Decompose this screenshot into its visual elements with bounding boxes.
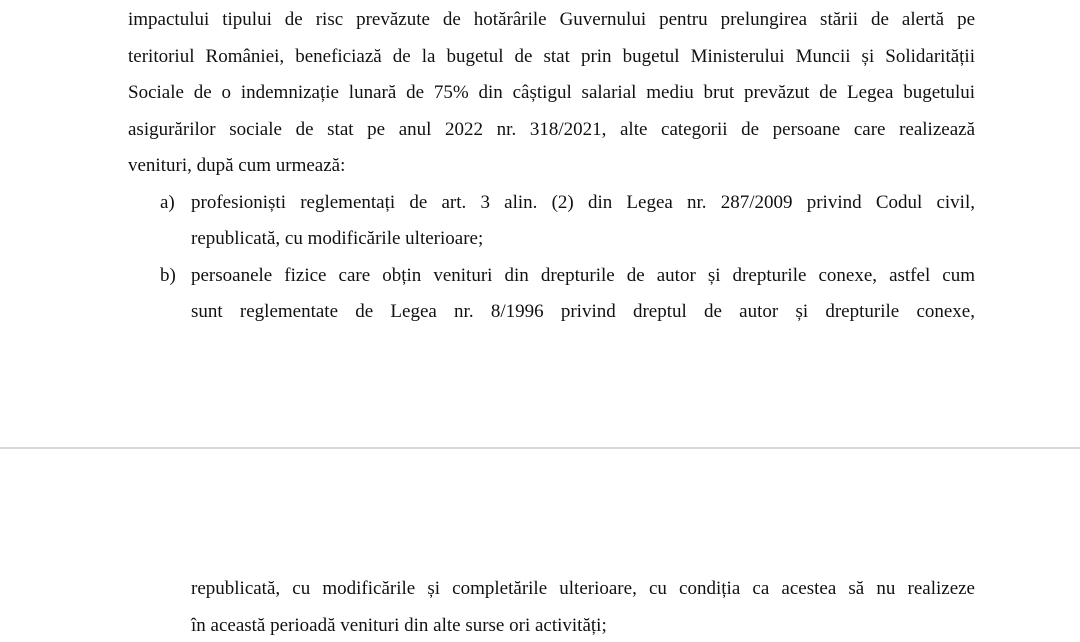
continuation-line-1: republicată, cu modificările și completările ulterioare, cu condiția ca acestea să nu realizeze	[191, 578, 975, 599]
list-marker-a: a)	[160, 192, 175, 213]
paragraph-line-2: teritoriul României, beneficiază de la bugetul de stat prin bugetul Ministerului Muncii și Solidarității	[128, 46, 975, 67]
list-item-a-line-1: profesioniști reglementați de art. 3 alin. (2) din Legea nr. 287/2009 privind Codul civil,	[191, 192, 975, 213]
paragraph-line-4: asigurărilor sociale de stat pe anul 2022 nr. 318/2021, alte categorii de persoane care realizează	[128, 119, 975, 140]
list-item-a-line-2: republicată, cu modificările ulterioare;	[191, 228, 484, 249]
paragraph-line-5: venituri, după cum urmează:	[128, 155, 346, 176]
list-marker-b: b)	[160, 265, 176, 286]
list-item-b-line-2: sunt reglementate de Legea nr. 8/1996 privind dreptul de autor și drepturile conexe,	[191, 301, 975, 322]
paragraph-line-3: Sociale de o indemnizație lunară de 75% din câștigul salarial mediu brut prevăzut de Legea bugetului	[128, 82, 975, 103]
paragraph-line-1: impactului tipului de risc prevăzute de hotărârile Guvernului pentru prelungirea stării de alertă pe	[128, 9, 975, 30]
continuation-line-2: în această perioadă venituri din alte surse ori activități;	[191, 615, 607, 636]
list-item-b-line-1: persoanele fizice care obțin venituri din drepturile de autor și drepturile conexe, astfel cum	[191, 265, 975, 286]
document-page-bottom	[0, 449, 1080, 642]
